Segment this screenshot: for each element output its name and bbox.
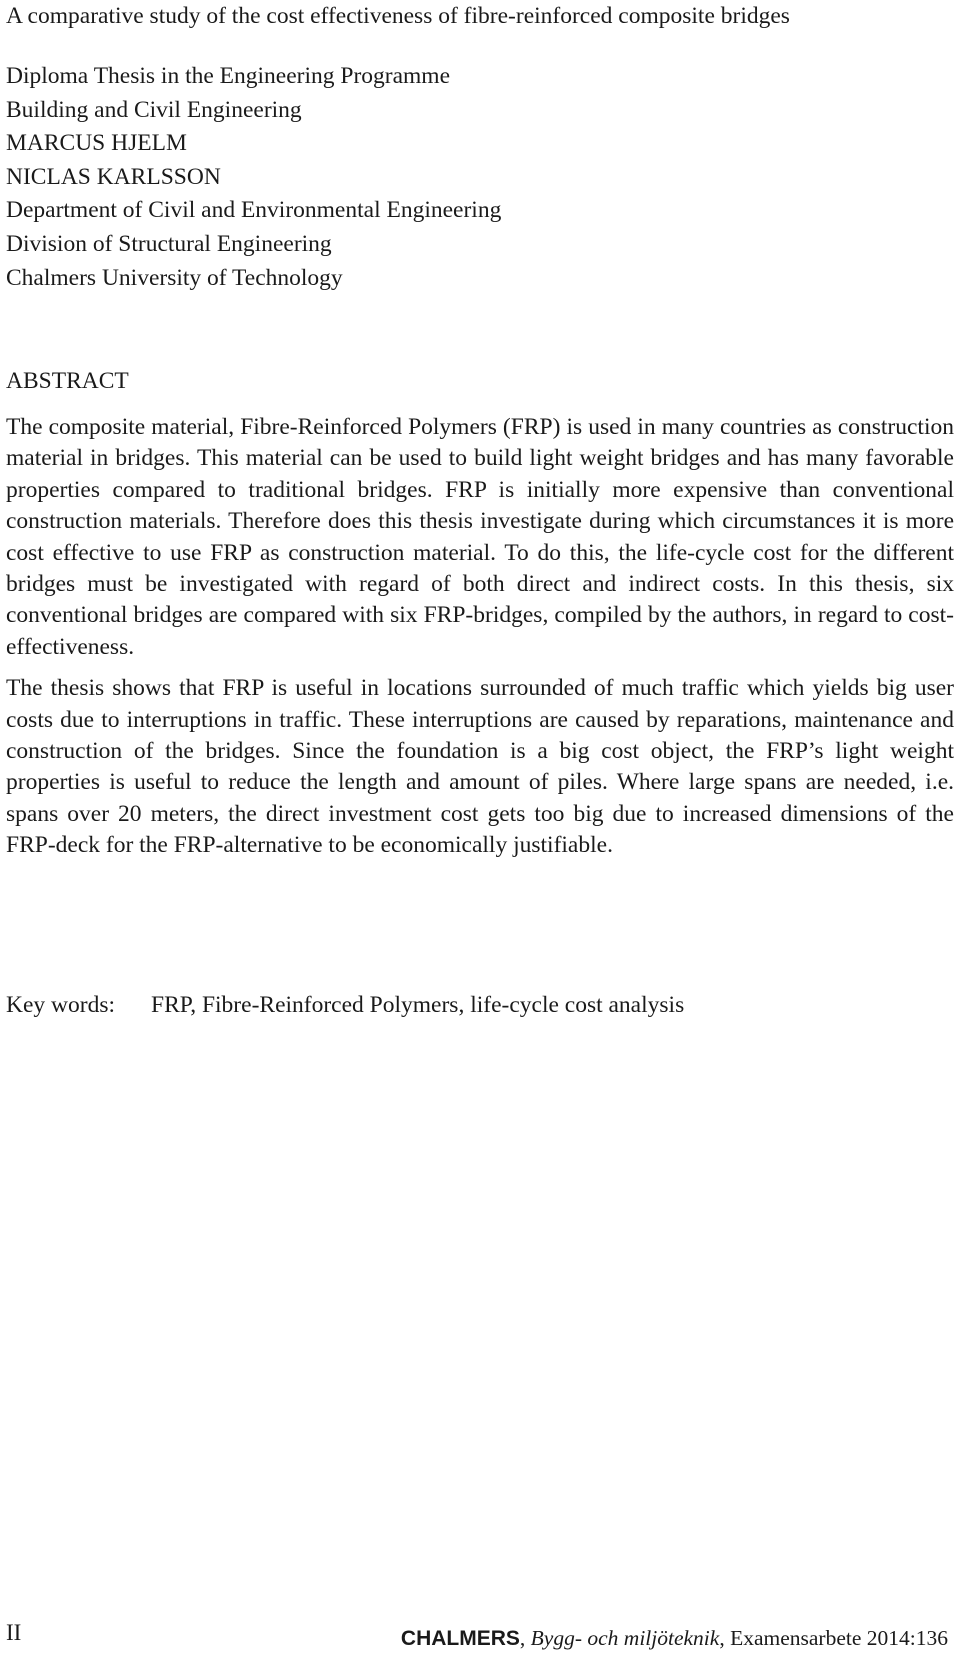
keywords-label: Key words: [6,992,115,1018]
thesis-type: Diploma Thesis in the Engineering Programme [6,63,451,89]
footer-department: Bygg- och miljöteknik [530,1626,720,1650]
abstract-heading: ABSTRACT [6,368,129,394]
thesis-meta [6,60,501,295]
abstract-body [6,412,954,862]
programme: Building and Civil Engineering [6,96,302,123]
page-number: II [6,1620,22,1645]
footer-separator: , [519,1626,531,1650]
abstract-paragraph: The thesis shows that FRP is useful in locations surrounded of much traffic which yields big user costs due to interruptions in traffic. These interruptions are caused by reparations, maintenance and construction of the bridges. Since the foundation is a big cost object, the FRP’s light weight properties is useful to reduce the length and amount of piles. Where large spans are needed, i.e. spans over 20 meters, the direct investment cost gets too big due to increased dimensions of the FRP-deck for the FRP-alternative to be economically justifiable. [6,675,954,859]
author-name: MARCUS HJELM [6,130,187,157]
author-name: NICLAS KARLSSON [6,163,221,190]
keywords [6,990,684,1020]
keywords-value: FRP, Fibre-Reinforced Polymers, life-cycle cost analysis [151,992,685,1018]
division: Division of Structural Engineering [6,230,332,257]
university: Chalmers University of Technology [6,264,343,291]
department: Department of Civil and Environmental Engineering [6,197,502,224]
footer-institution: CHALMERS [400,1627,520,1650]
abstract-paragraph: The composite material, Fibre-Reinforced Polymers (FRP) is used in many countries as construction material in bridges. This material can be used to build light weight bridges and has many favorable properties compared to traditional bridges. FRP is initially more expensive than conventional construction materials. Therefore does this thesis investigate during which circumstances it is more cost effective to use FRP as construction material. To do this, the life-cycle cost for the different bridges must be investigated with regard of both direct and indirect costs. In this thesis, six conventional bridges are compared with six FRP-bridges, compiled by the authors, in regard to cost-effectiveness. [6,414,954,660]
footer-text [401,1624,948,1653]
document-title: A comparative study of the cost effectiveness of fibre-reinforced composite bridges [6,3,790,29]
footer-report: , Examensarbete 2014:136 [719,1626,948,1650]
